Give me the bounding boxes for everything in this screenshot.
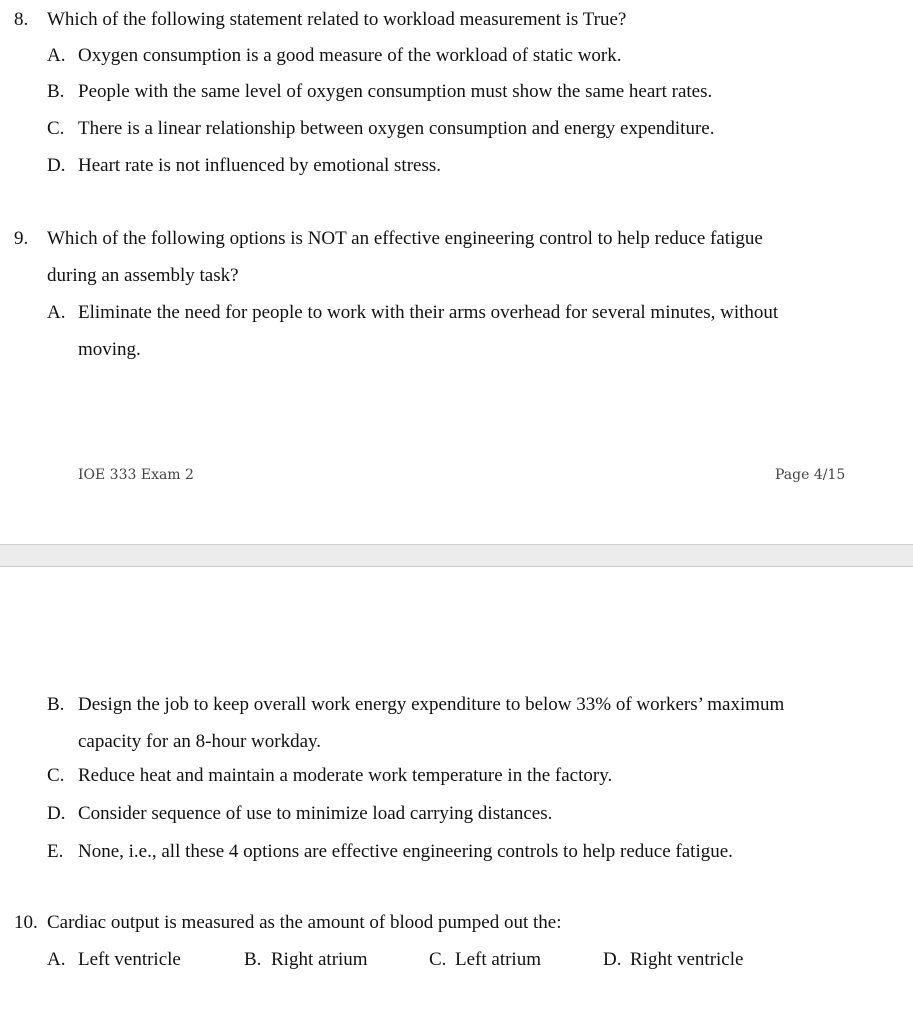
question-text: Which of the following statement related to workload measurement is True?: [47, 9, 627, 30]
option-letter: A.: [47, 45, 66, 66]
footer-page-number: Page 4/15: [775, 467, 846, 483]
option-letter: B.: [244, 949, 262, 970]
question-text-line2: during an assembly task?: [47, 265, 239, 286]
option-text: None, i.e., all these 4 options are effective engineering controls to help reduce fatigue.: [78, 841, 733, 862]
option-text: Right ventricle: [630, 949, 744, 970]
option-text: Consider sequence of use to minimize load carrying distances.: [78, 803, 553, 824]
option-letter: A.: [47, 949, 66, 970]
option-letter: C.: [47, 118, 65, 139]
option-text: Left atrium: [455, 949, 541, 970]
option-text: People with the same level of oxygen consumption must show the same heart rates.: [78, 81, 713, 102]
option-letter: D.: [47, 155, 66, 176]
question-text: Cardiac output is measured as the amount of blood pumped out the:: [47, 912, 562, 933]
option-text-line1: Design the job to keep overall work energy expenditure to below 33% of workers’ maximum: [78, 694, 785, 715]
option-letter: A.: [47, 302, 66, 323]
option-letter: E.: [47, 841, 64, 862]
option-text: Left ventricle: [78, 949, 181, 970]
footer-course: IOE 333 Exam 2: [78, 467, 194, 483]
option-letter: D.: [603, 949, 622, 970]
page-separator: [0, 544, 913, 567]
option-letter: B.: [47, 81, 65, 102]
option-text: Oxygen consumption is a good measure of the workload of static work.: [78, 45, 622, 66]
option-letter: C.: [429, 949, 447, 970]
option-text: Right atrium: [271, 949, 368, 970]
question-number: 10.: [14, 912, 38, 933]
document-page-5: [0, 567, 913, 1024]
question-number: 8.: [14, 9, 29, 30]
option-letter: C.: [47, 765, 65, 786]
option-text: There is a linear relationship between oxygen consumption and energy expenditure.: [78, 118, 715, 139]
option-letter: D.: [47, 803, 66, 824]
question-text-line1: Which of the following options is NOT an effective engineering control to help reduce fatigue: [47, 228, 763, 249]
option-letter: B.: [47, 694, 65, 715]
option-text-line1: Eliminate the need for people to work with their arms overhead for several minutes, without: [78, 302, 779, 323]
option-text-line2: moving.: [78, 339, 141, 360]
option-text-line2: capacity for an 8-hour workday.: [78, 731, 322, 752]
option-text: Reduce heat and maintain a moderate work temperature in the factory.: [78, 765, 613, 786]
option-text: Heart rate is not influenced by emotional stress.: [78, 155, 442, 176]
question-number: 9.: [14, 228, 29, 249]
